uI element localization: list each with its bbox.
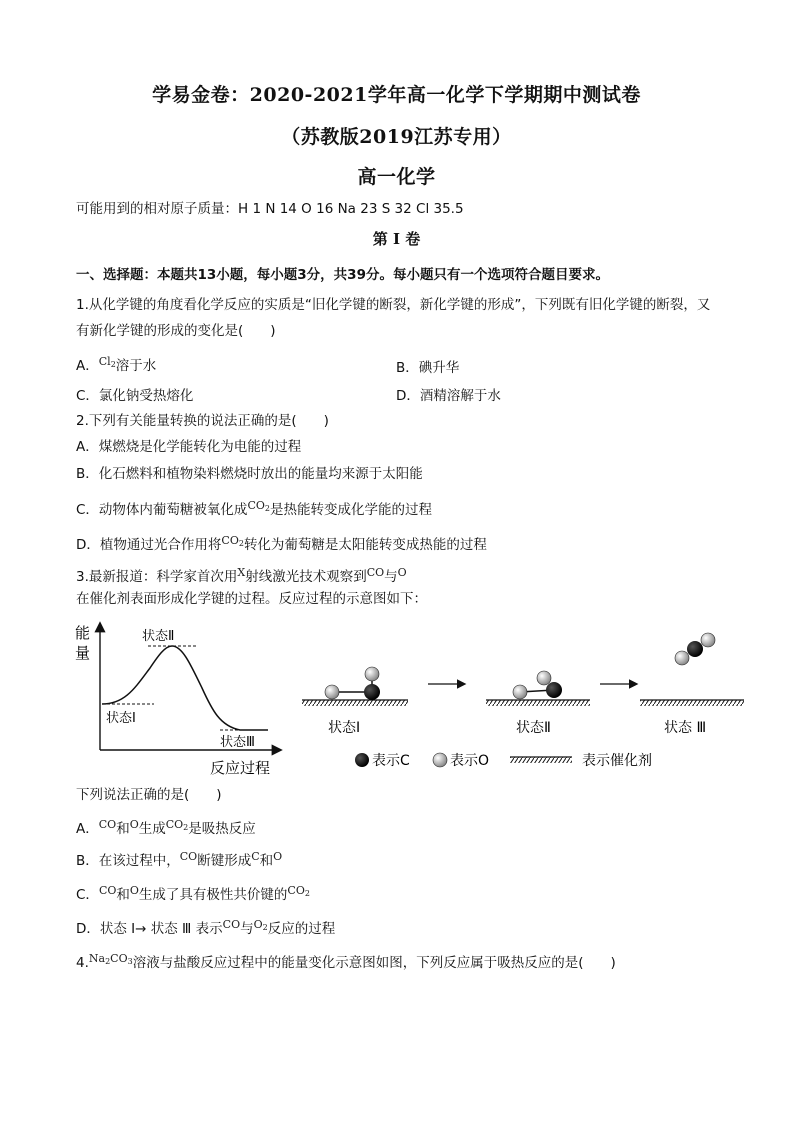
q2-option-a: A．煤燃烧是化学能转化为电能的过程 [76, 439, 302, 455]
q1-option-d: D．酒精溶解于水 [396, 388, 501, 404]
q2-option-b: B．化石燃料和植物染料燃烧时放出的能量均来源于太阳能 [76, 466, 423, 482]
q3-option-c: C．$^{CO}$和$^O$生成了具有极性共价键的$^{CO_2}$ [76, 884, 310, 903]
svg-text:表示催化剂: 表示催化剂 [582, 753, 652, 769]
y-label-1: 能 [75, 624, 91, 642]
exam-edition: （苏教版2019江苏专用） [281, 126, 512, 148]
graph-state2: 状态Ⅱ [142, 629, 175, 644]
q3-option-a: A．$^{CO}$和$^O$生成$^{CO_2}$是吸热反应 [76, 818, 256, 837]
graph-state3: 状态Ⅲ [220, 735, 255, 750]
x-label: 反应过程 [210, 759, 271, 777]
oxygen-atom [701, 633, 715, 647]
section-heading: 一、选择题：本题共13小题，每小题3分，共39分。每小题只有一个选项符合题目要求。 [76, 267, 609, 283]
carbon-atom [546, 682, 562, 698]
svg-text:状态I: 状态I [328, 720, 361, 736]
volume-label: 第 I 卷 [372, 230, 421, 248]
q1-option-c: C．氯化钠受热熔化 [76, 388, 194, 404]
q3-question: 下列说法正确的是( ) [76, 787, 222, 803]
svg-text:表示C: 表示C [372, 753, 410, 769]
q3-option-b: B．在该过程中，$^{CO}$断键形成$^C$和$^O$ [76, 850, 283, 869]
scheme-legend [355, 752, 652, 769]
q1-stem-line1: 1.从化学键的角度看化学反应的实质是“旧化学键的断裂，新化学键的形成”，下列既有旧化学键的断裂，又 [76, 297, 711, 313]
energy-diagram [70, 618, 290, 778]
reaction-scheme [298, 626, 748, 776]
scheme-state1 [302, 667, 408, 736]
scheme-state2 [486, 671, 590, 736]
oxygen-atom [365, 667, 379, 681]
q2-stem: 2.下列有关能量转换的说法正确的是( ) [76, 413, 329, 429]
y-label-2: 量 [75, 644, 91, 662]
q1-option-b: B．碘升华 [396, 360, 460, 376]
svg-text:状态Ⅱ: 状态Ⅱ [516, 720, 551, 736]
q1-option-a: A．$^{Cl_2}$溶于水 [76, 355, 157, 374]
subject-title: 高一化学 [357, 166, 436, 188]
oxygen-atom [537, 671, 551, 685]
oxygen-atom [513, 685, 527, 699]
q3-stem-line2: 在催化剂表面形成化学键的过程。反应过程的示意图如下： [76, 591, 427, 607]
q3-stem-line1: 3.最新报道：科学家首次用$^X$射线激光技术观察到$^{CO}$与$^O$ [76, 566, 407, 585]
exam-title: 学易金卷：2020-2021学年高一化学下学期期中测试卷 [152, 84, 641, 106]
svg-text:表示O: 表示O [450, 753, 490, 769]
catalyst-legend-icon [510, 757, 572, 763]
q4-stem: 4.$^{Na_2CO_3}$溶液与盐酸反应过程中的能量变化示意图如图，下列反应属于吸热反应的是( ) [76, 952, 616, 971]
carbon-atom [364, 684, 380, 700]
carbon-atom [687, 641, 703, 657]
q2-option-d: D．植物通过光合作用将$^{CO_2}$转化为葡萄糖是太阳能转变成热能的过程 [76, 534, 487, 553]
svg-text:状态 Ⅲ: 状态 Ⅲ [664, 720, 707, 736]
q3-option-d: D．状态 Ⅰ→ 状态 Ⅲ 表示$^{CO}$与$^{O_2}$反应的过程 [76, 918, 336, 937]
carbon-legend-icon [355, 753, 369, 767]
q1-stem-line2: 有新化学键的形成的变化是( ) [76, 323, 276, 339]
q2-option-c: C．动物体内葡萄糖被氧化成$^{CO_2}$是热能转变成化学能的过程 [76, 499, 432, 518]
scheme-state3 [640, 633, 744, 736]
oxygen-atom [325, 685, 339, 699]
graph-state1: 状态I [106, 711, 136, 726]
atomic-masses: 可能用到的相对原子质量：H 1 N 14 O 16 Na 23 S 32 Cl 35.5 [76, 201, 464, 217]
oxygen-legend-icon [433, 753, 447, 767]
oxygen-atom [675, 651, 689, 665]
